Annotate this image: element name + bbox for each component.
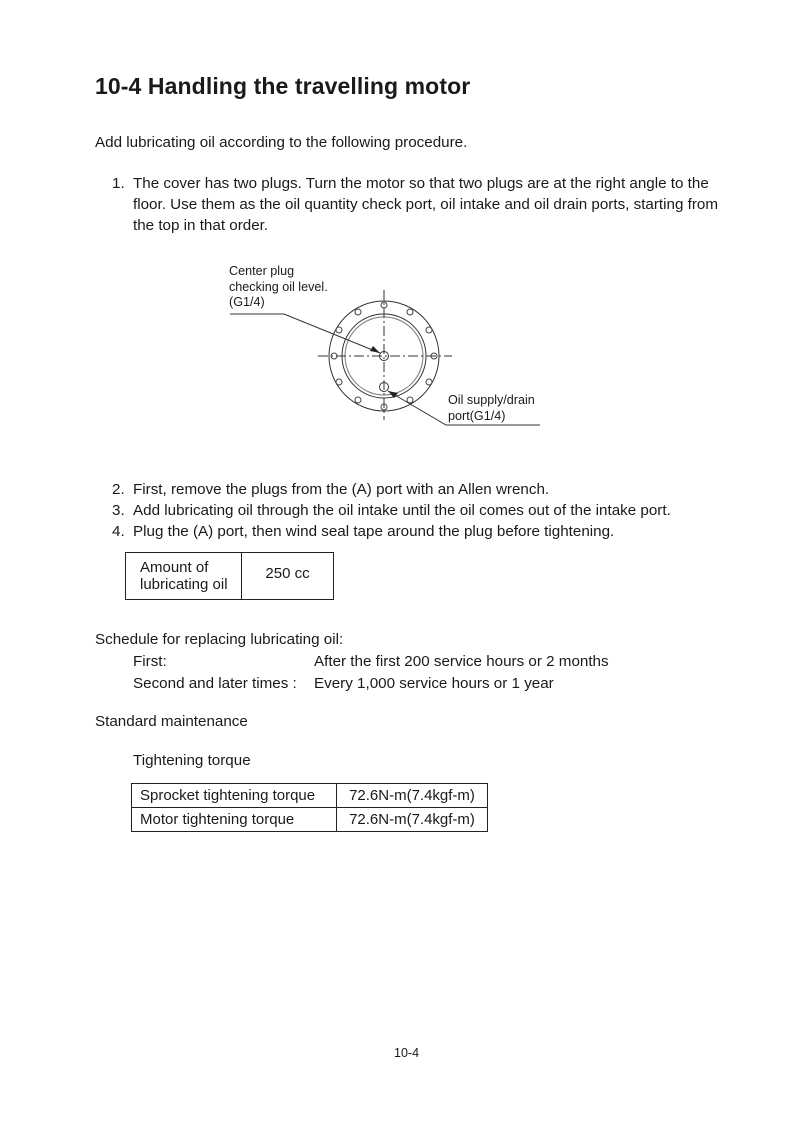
step-number: 3.	[112, 502, 125, 519]
step-number: 1.	[112, 175, 125, 192]
torque-name: Sprocket tightening torque	[132, 784, 337, 808]
torque-value: 72.6N-m(7.4kgf-m)	[337, 784, 488, 808]
motor-cover-diagram	[220, 260, 560, 435]
torque-name: Motor tightening torque	[132, 808, 337, 832]
torque-table	[131, 783, 488, 832]
drain-label-line: port(G1/4)	[448, 408, 506, 423]
schedule-title: Schedule for replacing lubricating oil:	[95, 631, 344, 648]
schedule-row	[133, 673, 653, 695]
steps-list	[112, 479, 671, 542]
table-row	[132, 784, 488, 808]
schedule-value: Every 1,000 service hours or 1 year	[314, 675, 554, 692]
center-label-line: checking oil level.	[229, 279, 328, 294]
drain-label-line: Oil supply/drain	[448, 393, 535, 407]
center-plug-leader	[230, 314, 380, 353]
step-text: First, remove the plugs from the (A) port with an Allen wrench.	[133, 481, 550, 498]
table-row	[126, 553, 334, 600]
schedule-key: Second and later times :	[133, 675, 297, 692]
step-number: 2.	[112, 481, 125, 498]
step-4	[112, 521, 671, 542]
step-number: 4.	[112, 523, 125, 540]
schedule-key: First:	[133, 653, 167, 670]
step-2	[112, 479, 671, 500]
page-number: 10-4	[394, 1046, 420, 1060]
drain-port-label	[448, 393, 535, 424]
step-3	[112, 500, 671, 521]
schedule-row	[133, 651, 653, 673]
step-text: Add lubricating oil through the oil intake until the oil comes out of the intake port.	[133, 502, 671, 519]
table-row	[132, 808, 488, 832]
page-title: 10-4 Handling the travelling motor	[95, 73, 471, 99]
oil-amount-table	[125, 552, 334, 600]
step-1	[112, 173, 732, 236]
center-label-line: (G1/4)	[229, 295, 265, 309]
schedule-list	[133, 651, 653, 695]
step-text: The cover has two plugs. Turn the motor so that two plugs are at the right angle to the floor. Use them as the oil quantity check port, oil intake and oil drain ports, starting from the top in that order.	[133, 175, 719, 234]
oil-amount-label	[126, 553, 242, 600]
center-arrow-head	[370, 346, 380, 353]
center-label-line: Center plug	[229, 264, 295, 278]
oil-amount-value: 250 cc	[242, 553, 334, 600]
torque-title: Tightening torque	[133, 752, 251, 769]
schedule-value: After the first 200 service hours or 2 months	[314, 653, 609, 670]
label-line: Amount of	[140, 559, 209, 576]
step-text: Plug the (A) port, then wind seal tape around the plug before tightening.	[133, 523, 615, 540]
intro-text: Add lubricating oil according to the following procedure.	[95, 134, 468, 151]
label-line: lubricating oil	[140, 576, 228, 593]
torque-value: 72.6N-m(7.4kgf-m)	[337, 808, 488, 832]
center-plug-label	[229, 264, 328, 311]
standard-maintenance-heading: Standard maintenance	[95, 713, 248, 730]
